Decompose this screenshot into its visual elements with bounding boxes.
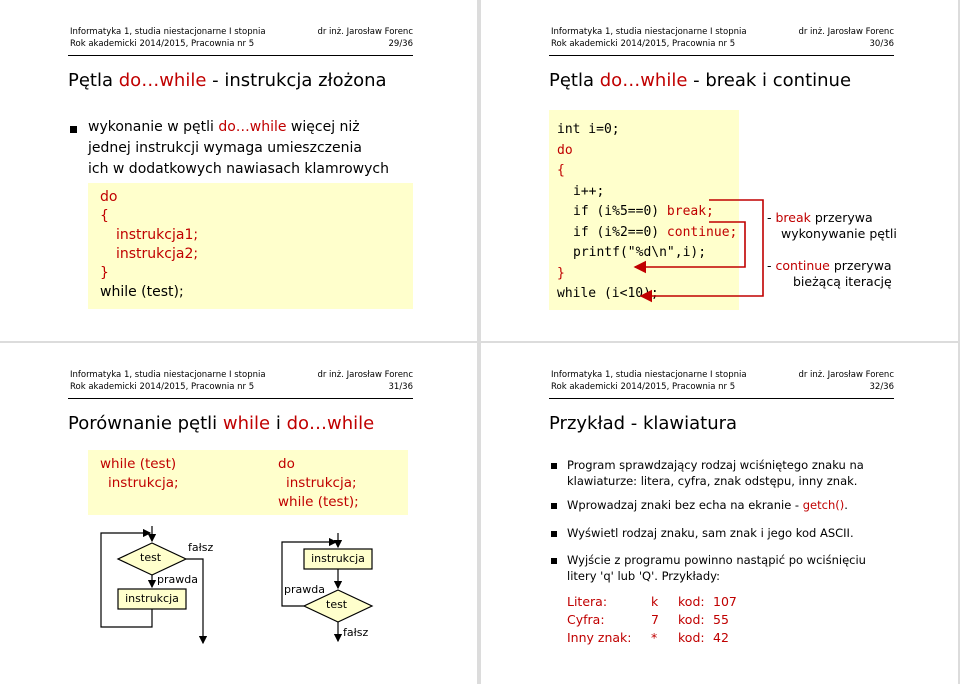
code-do-while: do instrukcja; while (test);: [278, 456, 359, 510]
bullet-text: Program sprawdzający rodzaj wciśniętego znaku na klawiaturze: litera, cyfra, znak odstępu, inny znak.: [567, 458, 864, 488]
example-row: Litera: k kod: 107: [567, 594, 737, 609]
code-block: do { instrukcja1; instrukcja2; } while (test);: [100, 189, 199, 300]
flowcharts: [0, 343, 477, 684]
header-divider: [549, 398, 894, 399]
academic-year: Rok akademicki 2014/2015, Pracownia nr 5: [551, 382, 736, 392]
code-while: while (test) instrukcja;: [100, 456, 179, 491]
bullet-text: Wyjście z programu powinno nastąpić po wciśnięciu litery 'q' lub 'Q'. Przykłady:: [567, 553, 866, 583]
academic-year: Rok akademicki 2014/2015, Pracownia nr 5: [551, 39, 736, 49]
academic-year: Rok akademicki 2014/2015, Pracownia nr 5: [70, 382, 255, 392]
example-row: Inny znak: * kod: 42: [567, 630, 729, 645]
page-number: 32/36: [869, 382, 894, 392]
slide-32: [481, 343, 958, 684]
author: dr inż. Jarosław Forenc: [317, 370, 413, 380]
slide-header: [70, 26, 413, 50]
academic-year: Rok akademicki 2014/2015, Pracownia nr 5: [70, 39, 255, 49]
flow-label-test: test: [326, 598, 348, 611]
slide-header: [551, 369, 894, 393]
slide-title: Pętla do…while - instrukcja złożona: [68, 70, 387, 91]
flow-label-true: prawda: [157, 573, 198, 586]
examples-table: [567, 593, 767, 647]
slide-29: [0, 0, 477, 341]
flow-label-instruction: instrukcja: [125, 592, 179, 605]
flow-label-false: fałsz: [188, 541, 214, 554]
page-number: 31/36: [388, 382, 413, 392]
bullet-icon: [551, 558, 557, 564]
slide-31: [0, 343, 477, 684]
flow-label-false: fałsz: [343, 626, 369, 639]
author: dr inż. Jarosław Forenc: [798, 370, 894, 380]
course-name: Informatyka 1, studia niestacjonarne I stopnia: [551, 27, 747, 37]
course-name: Informatyka 1, studia niestacjonarne I stopnia: [70, 27, 266, 37]
flow-label-instruction: instrukcja: [311, 552, 365, 565]
bullet-icon: [551, 503, 557, 509]
flow-label-true: prawda: [284, 583, 325, 596]
course-name: Informatyka 1, studia niestacjonarne I stopnia: [551, 370, 747, 380]
bullet-text: Wyświetl rodzaj znaku, sam znak i jego kod ASCII.: [567, 526, 854, 540]
bullet-icon: [70, 126, 77, 133]
code-block: int i=0; do { i++; if (i%5==0) break; if (i%2==0) continue; printf("%d\n",i); } while (i<10);: [557, 122, 738, 301]
header-divider: [68, 55, 413, 56]
bullet-icon: [551, 531, 557, 537]
course-name: Informatyka 1, studia niestacjonarne I stopnia: [70, 370, 266, 380]
bullet-icon: [551, 463, 557, 469]
note-continue: - continue przerywa bieżącą iterację: [767, 258, 892, 289]
bullet-text: Wprowadzaj znaki bez echa na ekranie - getch().: [567, 498, 848, 512]
author: dr inż. Jarosław Forenc: [798, 27, 894, 37]
flow-label-test: test: [140, 551, 162, 564]
note-break: - break przerywa wykonywanie pętli: [767, 210, 897, 241]
page-number: 30/36: [869, 39, 894, 49]
example-row: Cyfra: 7 kod: 55: [567, 612, 729, 627]
author: dr inż. Jarosław Forenc: [317, 27, 413, 37]
slide-title: Pętla do…while - break i continue: [549, 70, 852, 91]
slide-title: Porównanie pętli while i do…while: [68, 413, 375, 434]
page-number: 29/36: [388, 39, 413, 49]
bullet-text: wykonanie w pętli do…while więcej niż jednej instrukcji wymaga umieszczenia ich w dodatkowych nawiasach klamrowych: [88, 119, 389, 177]
slide-title: Przykład - klawiatura: [549, 413, 738, 434]
slide-30: [481, 0, 958, 341]
